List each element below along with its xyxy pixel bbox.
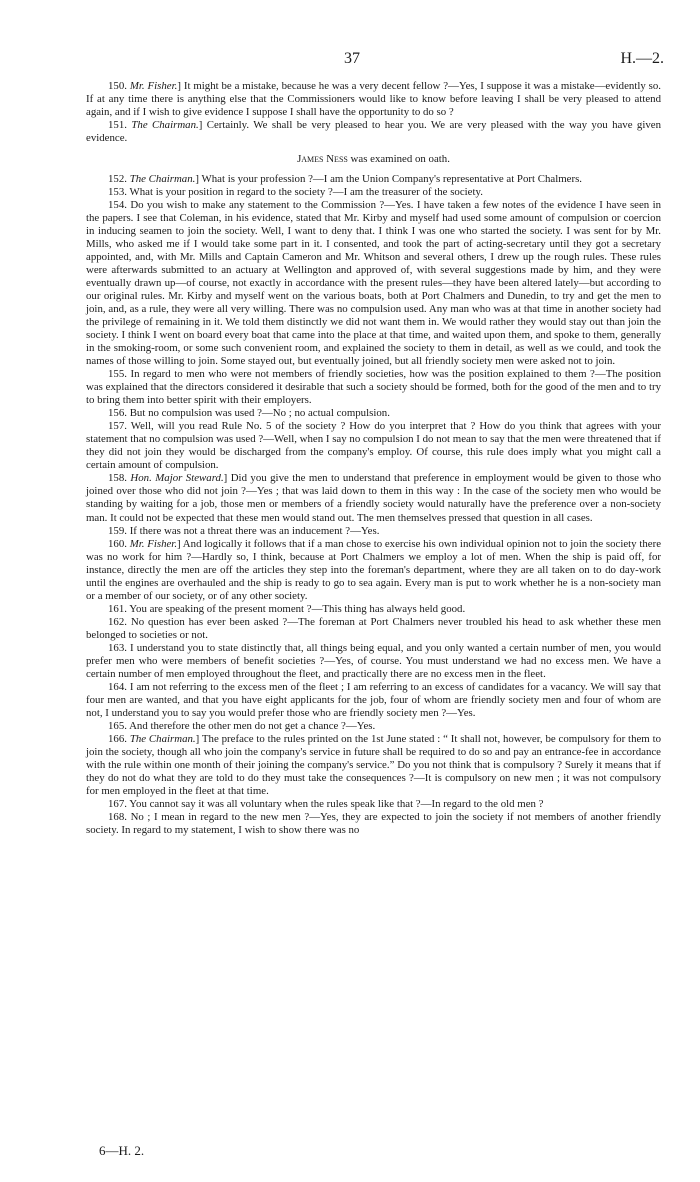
paragraph-number: 165. [108,719,130,732]
paragraph [86,538,661,603]
paragraph-number: 159. [108,524,130,537]
paragraph-text: No question has ever been asked ?—The foreman at Port Chalmers never troubled his head to ask whether these men belonged to societies or not. [86,615,661,641]
paragraph [86,811,661,837]
paragraph-number: 163. [108,641,131,654]
paragraph-number: 156. [108,407,130,420]
paragraph-group-2 [86,173,661,837]
speaker-bracket: ] [195,173,199,186]
paragraph [86,407,661,420]
paragraph-number: 161. [108,602,130,615]
paragraph-number: 162. [108,615,131,628]
paragraph [86,119,661,145]
paragraph-text: I am not referring to the excess men of the fleet ; I am referring to an excess of candidates for a vacancy. We will say that four men are wanted, and that you have eight applicants for the job, four of whom are friendly society men and four of whom are not, I understand you to say you would prefer those who are friendly society men ?—Yes. [86,680,661,719]
paragraph-number: 152. [108,173,130,186]
paragraph [86,525,661,538]
speaker-name: The Chairman. [129,173,196,186]
paragraph-number: 168. [108,810,131,823]
paragraph-text: I understand you to state distinctly that, all things being equal, and you only wanted a certain number of men, you would prefer men who were members of benefit societies ?—Yes, of course. You must understand we had no excess men. We have a certain number of men employed throughout the fleet, and practically there are no excess men in the fleet. [86,641,661,680]
paragraph [86,420,661,472]
speaker-name: Mr. Fisher. [129,80,178,92]
witness-name: James Ness [297,153,348,166]
paragraph-text: You cannot say it was all voluntary when the rules speak like that ?—In regard to the old men ? [129,797,544,810]
witness-heading-rest: was examined on oath. [347,153,450,166]
paragraph [86,186,661,199]
paragraph-text: You are speaking of the present moment ?—This thing has always held good. [129,602,466,615]
paragraph-text: And logically it follows that if a man chose to exercise his own individual opinion not to join the society there was no work for him ?—Hardly so, I think, because at Port Chalmers we employ a lot of men. When the ship is paid off, for instance, directly the men are off the articles they step into the foreman's department, where they are all taken on to do day-work until the engines are overhauled and the ship is ready to go to sea again. Every man is put to work whether he is a non-society man or a member of our society, or of any other society. [86,537,662,602]
paragraph-number: 155. [108,368,131,381]
paragraph [86,173,661,186]
paragraph-text: Do you wish to make any statement to the Commission ?—Yes. I have taken a few notes of the evidence I have seen in the papers. I see that Coleman, in his evidence, stated that Mr. Kirby and myself had used some amount of compulsion or coercion in inducing seamen to join the society. Well, I want to deny that. I think I was one who started the society. I was sent for by Mr. Mills, who asked me if I would take some part in it. I consented, and took the part of acting-secretary until they got a secretary appointed, and, with Mr. Mills and Captain Cameron and Mr. Whitson and several others, I drew up the rough rules. These rules were afterwards submitted to an actuary at Wellington and approved of, with several suggestions made by him, and they were eventually drawn up—of course, not exactly in accordance with the present rules—they have been altered lately—but according to our original rules. Mr. Kirby and myself went on the various boats, both at Port Chalmers and Dunedin, to try and get the men to join, and, as a rule, they were all very willing. There was no compulsion used. Any man who was at that time in another society had the privilege of remaining in it. We told them distinctly we did not want them in. We would rather they would stay out than join the society. I think I went on board every boat that came into the place at that time, and waited upon them, and spoke to them, generally in the smoking-room, or some such convenient room, and explained the society to them in detail, as well as we could, and took the names of those willing to join. Some stayed out, but eventually joined, but all friendly society men were asked not to join. [86,199,662,368]
paragraph-number: 166. [108,732,130,745]
paragraph-text: But no compulsion was used ?—No ; no actual compulsion. [129,407,390,420]
paragraph-text: In regard to men who were not members of friendly societies, how was the position explained to them ?—The position was explained that the directors considered it desirable that such a society should be formed, both for the good of the men and to try to bring them into better spirit with their employers. [86,368,662,407]
speaker-name: Hon. Major Steward. [130,472,224,485]
paragraph-group-1 [86,80,661,145]
paragraph [86,642,661,681]
paragraph [86,368,661,407]
speaker-bracket: ] [223,472,228,485]
paragraph-number: 150. [108,80,130,92]
paragraph [86,681,661,720]
paragraph-text: No ; I mean in regard to the new men ?—Yes, they are expected to join the society if not members of another friendly society. In regard to my statement, I wish to show there was no [86,810,661,836]
witness-heading [86,153,661,166]
paragraph [86,199,661,368]
speaker-bracket: ] [177,80,181,92]
paragraph-number: 157. [108,420,131,433]
paragraph-number: 158. [108,472,131,485]
document-reference: H.—2. [620,50,664,67]
paragraph-text: What is your position in regard to the society ?—I am the treasurer of the society. [129,186,483,199]
paragraph-text: Well, will you read Rule No. 5 of the society ? How do you interpret that ? How do you think that agrees with your statement that no compulsion was used ?—Well, when I say no compulsion I do not mean to say that the men were threatened that if they did not join they would be discharged from the company's employ. Of course, this rule does imply what you might call a certain amount of compulsion. [86,420,661,472]
paragraph [86,472,661,524]
paragraph [86,603,661,616]
footer-signature: 6—H. 2. [99,1143,145,1158]
paragraph [86,798,661,811]
speaker-bracket: ] [195,732,200,745]
paragraph-number: 160. [108,537,130,550]
paragraph-text: Did you give the men to understand that preference in employment would be given to those who joined over those who did not join ?—Yes ; that was laid down to them in this way : In the case of the society men who would be standing by waiting for a job, those men or members of a friendly society would naturally have the preference over a non-society man. It could not be expected that these men would stand out. The men themselves pressed that question in all cases. [86,472,661,524]
speaker-bracket: ] [198,119,203,132]
paragraph [86,616,661,642]
paragraph-text: It might be a mistake, because he was a very decent fellow ?—Yes, I suppose it was a mistake—evidently so. If at any time there is anything else that the Commissioners would like to know before leaving I shall be very pleased to attend again, and if I wish to give evidence I suppose I shall have the opportunity to do so ? [86,80,662,119]
paragraph [86,720,661,733]
speaker-name: The Chairman. [129,732,196,745]
paragraph-number: 164. [108,680,130,693]
paragraph-number: 167. [108,797,130,810]
paragraph [86,80,661,119]
paragraph-text: And therefore the other men do not get a chance ?—Yes. [129,719,376,732]
speaker-name: Mr. Fisher. [129,537,178,550]
paragraph-text: The preface to the rules printed on the 1st June stated : “ It shall not, however, be compulsory for them to join the society, though all who join the company's service in future shall be required to do so and pay an entrance-fee in accordance with the rule within one month of their joining the company's service.” Do you not think that is compulsory ? Surely it means that if they do not do what they are told to do they must take the consequences ?—It is compulsory on new men ; it was not compulsory for men employed in the fleet at that time. [86,732,662,797]
speaker-name: The Chairman. [131,119,199,132]
page-number: 37 [344,50,360,67]
paragraph-number: 151. [108,119,132,132]
paragraph [86,733,661,798]
paragraph-number: 153. [108,186,130,199]
body-text [86,80,661,837]
paragraph-number: 154. [108,199,131,212]
speaker-bracket: ] [177,537,181,550]
paragraph-text: What is your profession ?—I am the Union Company's representative at Port Chalmers. [198,173,582,186]
paragraph-text: If there was not a threat there was an inducement ?—Yes. [129,524,380,537]
paragraph-text: Certainly. We shall be very pleased to hear you. We are very pleased with the way you have given evidence. [86,119,662,145]
